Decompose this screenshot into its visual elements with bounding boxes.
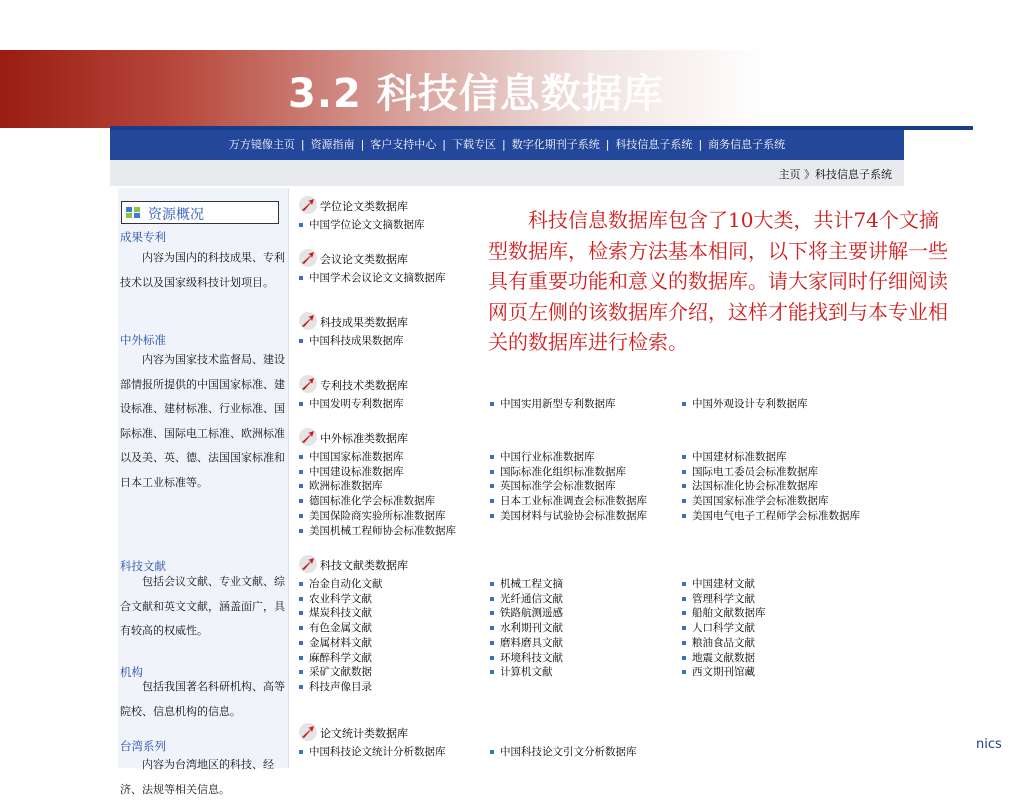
nav-separator: |: [698, 138, 703, 151]
sidebar-category-description: 包括会议文献、专业文献、综合文献和英文文献，涵盖面广，具有较高的权威性。: [120, 575, 285, 637]
database-link[interactable]: 麻醉科学文献: [299, 651, 383, 666]
database-column: [490, 397, 616, 412]
database-link[interactable]: 美国国家标准学会标准数据库: [682, 494, 860, 509]
database-link[interactable]: 采矿文献数据: [299, 665, 383, 680]
category-logo-icon: [299, 723, 317, 741]
database-link[interactable]: 中国建材标准数据库: [682, 450, 860, 465]
nav-link[interactable]: 数字化期刊子系统: [511, 138, 600, 151]
database-link[interactable]: 管理科学文献: [682, 592, 766, 607]
database-link[interactable]: 日本工业标准调查会标准数据库: [490, 494, 647, 509]
sidebar-heading: 资源概况: [148, 207, 204, 223]
slide-description: 科技信息数据库包含了10大类，共计74个文摘型数据库，检索方法基本相同，以下将主要讲解一些具有重要功能和意义的数据库。请大家同时仔细阅读网页左侧的该数据库介绍，这样才能找到与本专业相关的数据库进行检索。: [488, 208, 948, 354]
database-column: [299, 397, 404, 412]
category-title[interactable]: 中外标准类数据库: [320, 432, 408, 445]
category-title[interactable]: 科技成果类数据库: [320, 316, 408, 329]
database-link[interactable]: 环境科技文献: [490, 651, 563, 666]
database-link[interactable]: 机械工程文摘: [490, 577, 563, 592]
category-logo-icon: [299, 312, 317, 330]
database-link[interactable]: 中国科技论文引文分析数据库: [490, 745, 637, 760]
database-link[interactable]: 铁路航测遥感: [490, 606, 563, 621]
sidebar-category-link[interactable]: 中外标准: [120, 333, 166, 347]
category-logo-icon: [299, 428, 317, 446]
database-link[interactable]: 中国实用新型专利数据库: [490, 397, 616, 412]
database-link[interactable]: 国际标准化组织标准数据库: [490, 465, 647, 480]
sidebar-category-link[interactable]: 台湾系列: [120, 739, 166, 753]
database-link[interactable]: 煤炭科技文献: [299, 606, 383, 621]
database-column: [682, 577, 766, 680]
nav-separator: |: [300, 138, 305, 151]
database-link[interactable]: 光纤通信文献: [490, 592, 563, 607]
database-link[interactable]: 美国电气电子工程师学会标准数据库: [682, 509, 860, 524]
database-link[interactable]: 中国科技论文统计分析数据库: [299, 745, 446, 760]
database-link[interactable]: 计算机文献: [490, 665, 563, 680]
database-link[interactable]: 中国行业标准数据库: [490, 450, 647, 465]
database-link[interactable]: 冶金自动化文献: [299, 577, 383, 592]
sidebar: [118, 188, 289, 796]
database-column: [682, 450, 860, 524]
database-link[interactable]: 船舶文献数据库: [682, 606, 766, 621]
database-column: [490, 745, 637, 760]
sidebar-category-description: 内容为国家技术监督局、建设部情报所提供的中国国家标准、建设标准、建材标准、行业标准、国际标准、国际电工标准、欧洲标准以及美、英、德、法国国家标准和日本工业标准等。: [120, 353, 285, 489]
database-link[interactable]: 农业科学文献: [299, 592, 383, 607]
nav-link[interactable]: 万方镜像主页: [228, 138, 295, 151]
database-link[interactable]: 中国学术会议论文文摘数据库: [299, 271, 446, 286]
database-link[interactable]: 中国学位论文文摘数据库: [299, 218, 425, 233]
database-column: [299, 577, 383, 695]
sidebar-category-link[interactable]: 机构: [120, 665, 143, 679]
database-link[interactable]: 英国标准学会标准数据库: [490, 479, 647, 494]
sidebar-category-description: 内容为国内的科技成果、专利技术以及国家级科技计划项目。: [120, 251, 285, 289]
nav-separator: |: [605, 138, 610, 151]
category-logo-icon: [299, 249, 317, 267]
sidebar-category-link[interactable]: 成果专利: [120, 230, 166, 244]
database-link[interactable]: 美国机械工程师协会标准数据库: [299, 524, 456, 539]
nav-link[interactable]: 商务信息子系统: [708, 138, 786, 151]
category-title[interactable]: 学位论文类数据库: [320, 200, 408, 213]
database-column: [490, 577, 563, 680]
grid-icon: [126, 207, 140, 218]
database-column: [299, 271, 446, 286]
database-column: [299, 745, 446, 760]
database-link[interactable]: 科技声像目录: [299, 680, 383, 695]
category-logo-icon: [299, 196, 317, 214]
database-link[interactable]: 德国标准化学会标准数据库: [299, 494, 456, 509]
category-title[interactable]: 会议论文类数据库: [320, 253, 408, 266]
database-link[interactable]: 粮油食品文献: [682, 636, 766, 651]
database-link[interactable]: 中国建材文献: [682, 577, 766, 592]
nav-link[interactable]: 科技信息子系统: [615, 138, 693, 151]
nav-link[interactable]: 资源指南: [310, 138, 355, 151]
breadcrumb-bar: [110, 160, 904, 186]
database-link[interactable]: 美国保险商实验所标准数据库: [299, 509, 456, 524]
database-link[interactable]: 人口科学文献: [682, 621, 766, 636]
top-nav-bar: [110, 130, 904, 160]
database-column: [490, 450, 647, 524]
database-link[interactable]: 有色金属文献: [299, 621, 383, 636]
nav-link[interactable]: 客户支持中心: [370, 138, 437, 151]
slide-footer: nics: [976, 737, 1002, 752]
database-column: [299, 334, 404, 349]
database-link[interactable]: 金属材料文献: [299, 636, 383, 651]
database-link[interactable]: 水利期刊文献: [490, 621, 563, 636]
database-link[interactable]: 中国国家标准数据库: [299, 450, 456, 465]
database-link[interactable]: 中国科技成果数据库: [299, 334, 404, 349]
category-title[interactable]: 专利技术类数据库: [320, 379, 408, 392]
sidebar-category-description: 内容为台湾地区的科技、经济、法规等相关信息。: [120, 758, 274, 796]
database-link[interactable]: 中国建设标准数据库: [299, 465, 456, 480]
database-link[interactable]: 地震文献数据: [682, 651, 766, 666]
database-column: [299, 450, 456, 538]
database-column: [682, 397, 808, 412]
database-link[interactable]: 西文期刊馆藏: [682, 665, 766, 680]
breadcrumb[interactable]: 主页 》科技信息子系统: [778, 168, 892, 181]
nav-separator: |: [502, 138, 506, 151]
database-link[interactable]: 国际电工委员会标准数据库: [682, 465, 860, 480]
database-link[interactable]: 美国材料与试验协会标准数据库: [490, 509, 647, 524]
category-title[interactable]: 论文统计类数据库: [320, 727, 408, 740]
sidebar-category-link[interactable]: 科技文献: [120, 559, 166, 573]
database-link[interactable]: 法国标准化协会标准数据库: [682, 479, 860, 494]
database-link[interactable]: 中国外观设计专利数据库: [682, 397, 808, 412]
database-link[interactable]: 中国发明专利数据库: [299, 397, 404, 412]
category-logo-icon: [299, 375, 317, 393]
category-logo-icon: [299, 555, 317, 573]
category-title[interactable]: 科技文献类数据库: [320, 559, 408, 572]
nav-separator: |: [360, 138, 365, 151]
sidebar-category-description: 包括我国著名科研机构、高等院校、信息机构的信息。: [120, 680, 285, 718]
sidebar-heading-box: [121, 201, 279, 224]
database-column: [299, 218, 425, 233]
nav-separator: |: [442, 138, 446, 151]
slide-title: 3.2 科技信息数据库: [288, 71, 664, 117]
nav-link[interactable]: 下载专区: [452, 138, 496, 151]
database-link[interactable]: 欧洲标准数据库: [299, 479, 456, 494]
database-link[interactable]: 磨料磨具文献: [490, 636, 563, 651]
